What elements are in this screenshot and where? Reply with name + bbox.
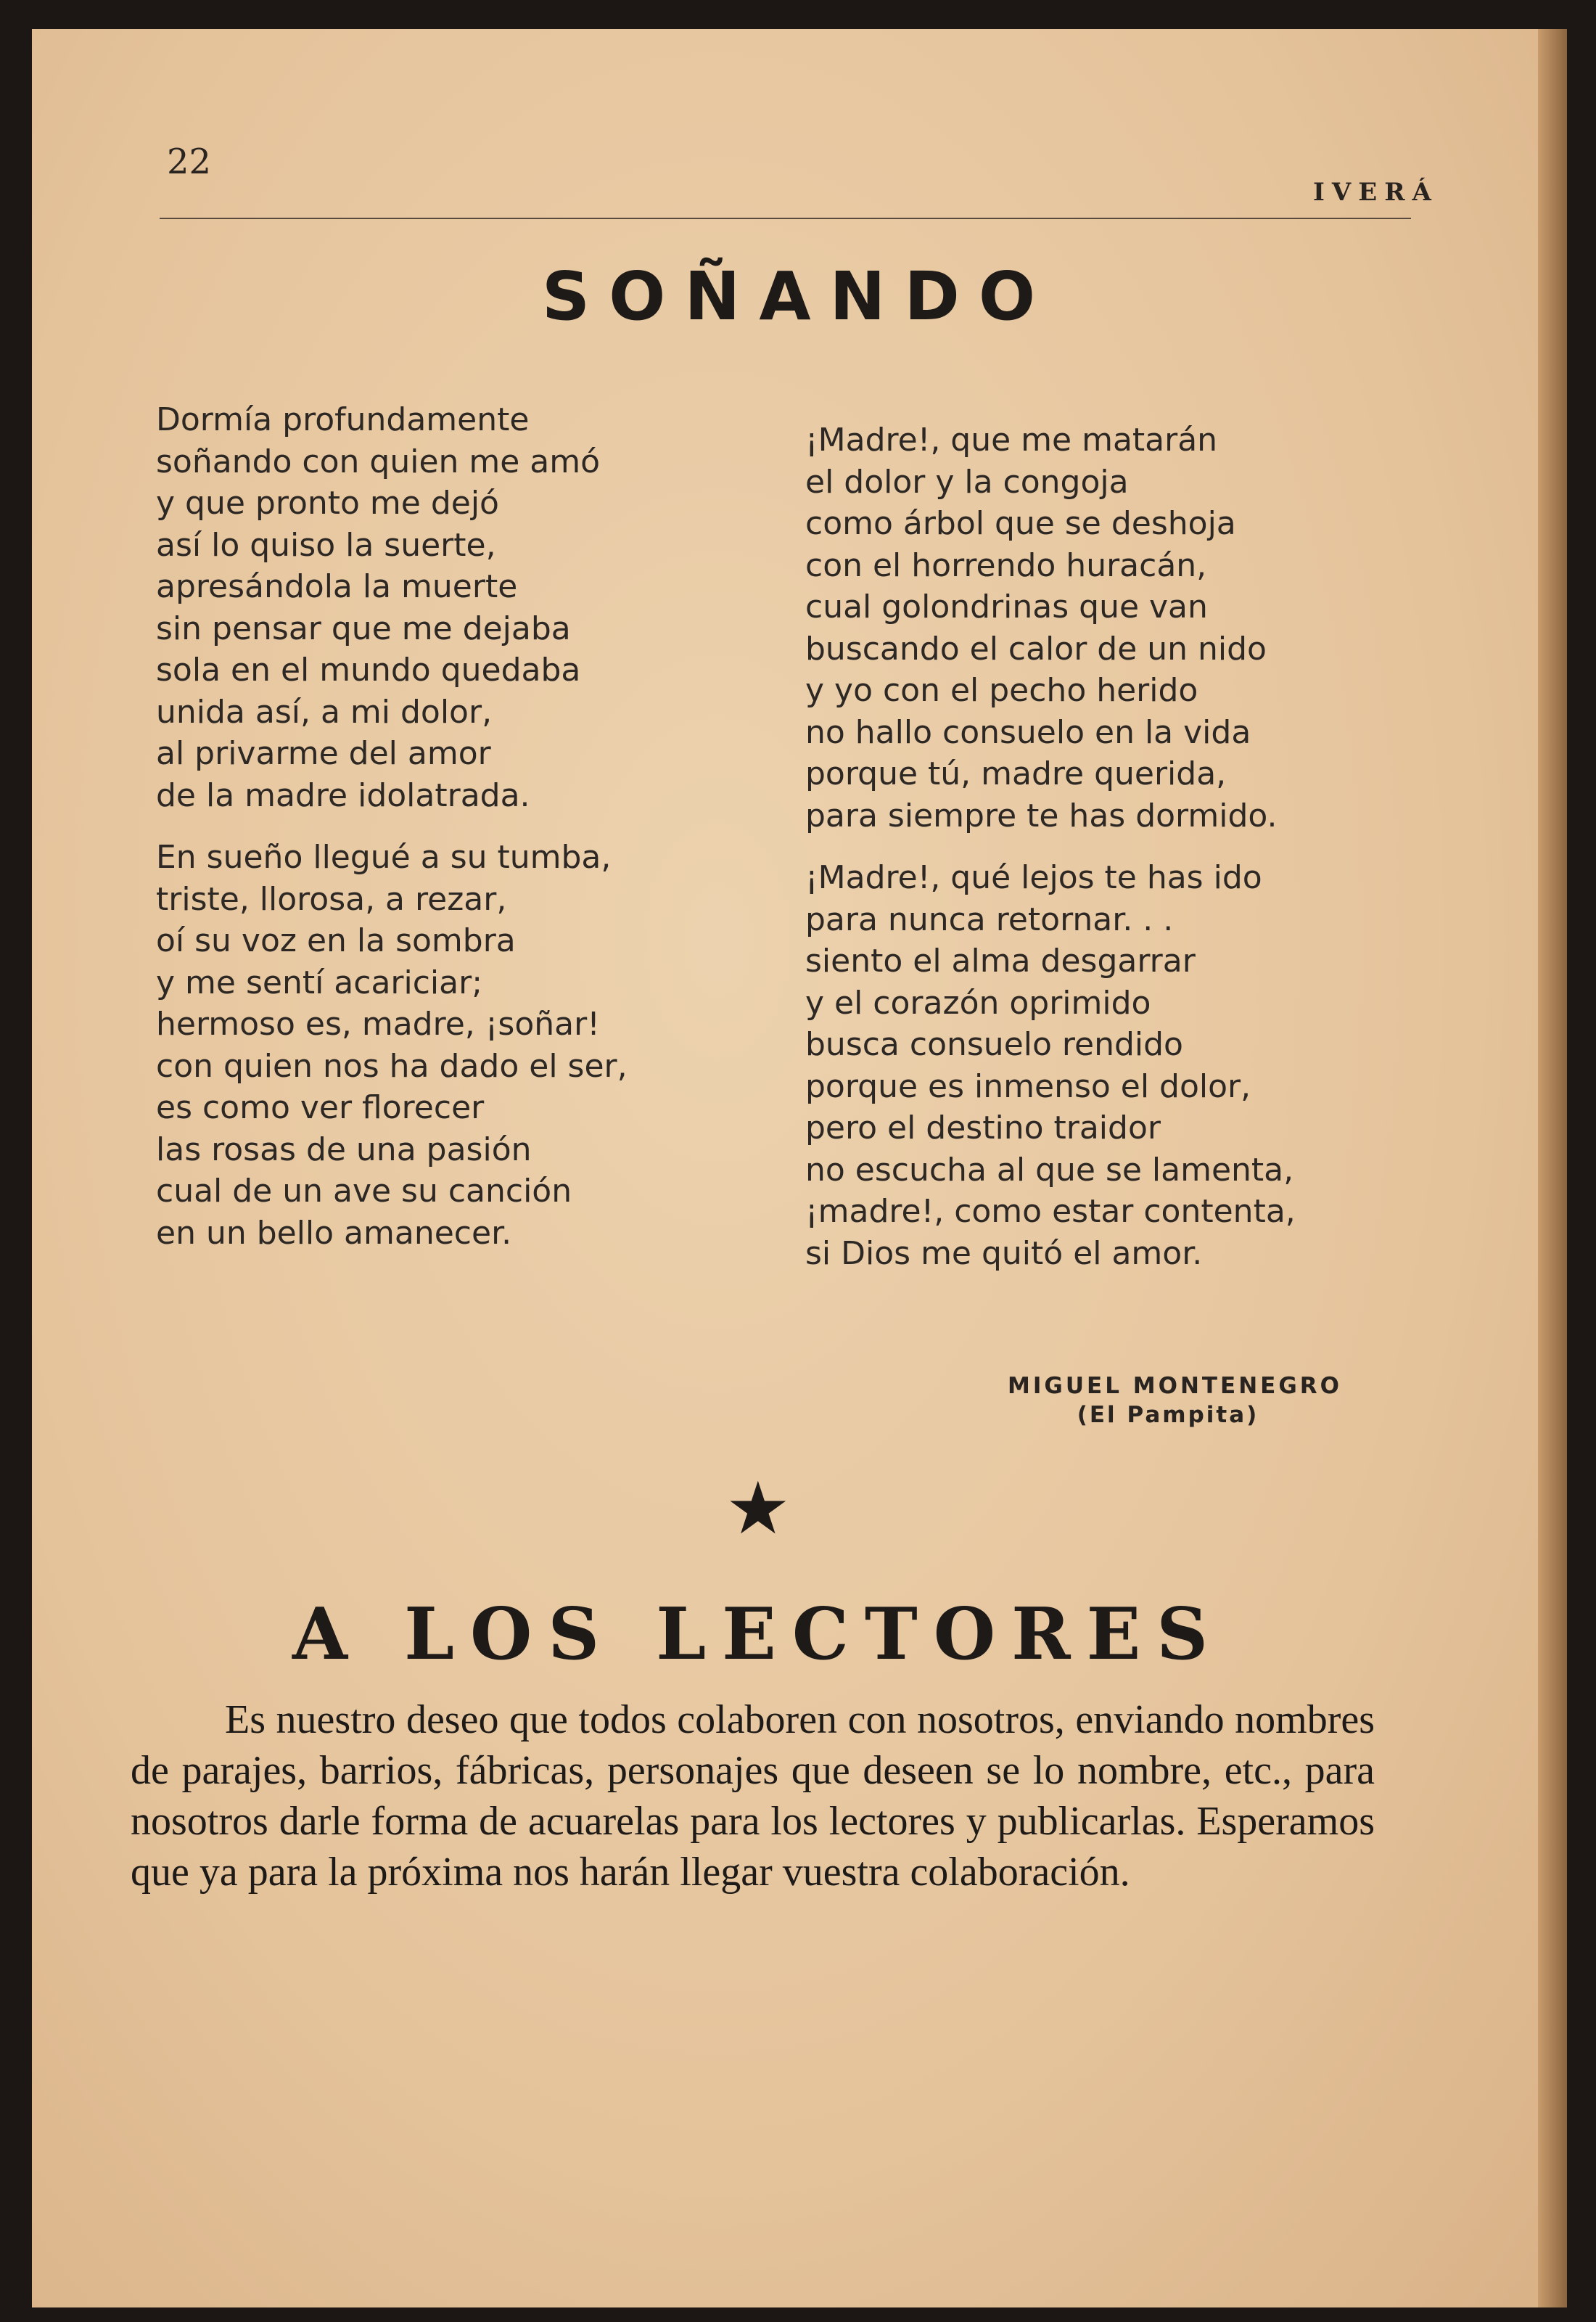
verse-line: es como ver florecer — [156, 1089, 485, 1126]
verse-line: y yo con el pecho herido — [805, 672, 1198, 709]
verse-line: de la madre idolatrada. — [156, 776, 530, 814]
stanza — [156, 837, 628, 1254]
verse-line: sin pensar que me dejaba — [156, 610, 571, 647]
verse-line: en un bello amanecer. — [156, 1214, 512, 1252]
verse-line: con el horrendo huracán, — [805, 546, 1207, 584]
verse-line: si Dios me quitó el amor. — [805, 1234, 1203, 1272]
poem-signature — [900, 1371, 1342, 1429]
verse-line: En sueño llegué a su tumba, — [156, 839, 612, 876]
verse-line: ¡madre!, como estar contenta, — [805, 1193, 1296, 1230]
stanza — [805, 857, 1296, 1274]
star-icon: ★ — [725, 1469, 791, 1549]
verse-line: y me sentí acariciar; — [156, 964, 483, 1001]
verse-line: busca consuelo rendido — [805, 1026, 1183, 1063]
verse-line: como árbol que se deshoja — [805, 505, 1236, 542]
author-name: MIGUEL MONTENEGRO — [1008, 1373, 1342, 1399]
notice-body: Es nuestro deseo que todos colaboren con nosotros, enviando nombres de parajes, barrios, fábricas, personajes que deseen se lo nombre, etc., para nosotros darle forma de acuarelas para los lectores y publicarlas. Esperamos que ya para la próxima nos harán llegar vuestra colaboración. — [131, 1697, 1375, 1895]
verse-line: el dolor y la congoja — [805, 463, 1129, 501]
verse-line: no hallo consuelo en la vida — [805, 713, 1251, 751]
stanza — [156, 399, 628, 816]
verse-line: para nunca retornar. . . — [805, 901, 1174, 938]
verse-line: y el corazón oprimido — [805, 984, 1151, 1022]
verse-line: Dormía profundamente — [156, 401, 530, 438]
verse-line: no escucha al que se lamenta, — [805, 1151, 1294, 1189]
verse-line: pero el destino traidor — [805, 1109, 1161, 1146]
verse-line: porque tú, madre querida, — [805, 755, 1227, 792]
verse-line: cual de un ave su canción — [156, 1173, 572, 1210]
poem-right-column — [805, 419, 1296, 1295]
verse-line: apresándola la muerte — [156, 568, 518, 605]
page-edge — [1538, 29, 1567, 2307]
poem-title: SOÑANDO — [541, 258, 1055, 335]
page-number: 22 — [167, 141, 212, 182]
verse-line: así lo quiso la suerte, — [156, 526, 496, 564]
verse-line: para siempre te has dormido. — [805, 797, 1278, 834]
magazine-name: IVERÁ — [1313, 178, 1439, 207]
verse-line: sola en el mundo quedaba — [156, 652, 581, 689]
author-alias: (El Pampita) — [1077, 1402, 1259, 1428]
verse-line: ¡Madre!, qué lejos te has ido — [805, 859, 1262, 896]
verse-line: con quien nos ha dado el ser, — [156, 1047, 628, 1085]
header-rule — [160, 218, 1411, 219]
stanza — [805, 419, 1296, 837]
verse-line: triste, llorosa, a rezar, — [156, 880, 507, 918]
verse-line: las rosas de una pasión — [156, 1131, 532, 1168]
verse-line: siento el alma desgarrar — [805, 943, 1196, 980]
verse-line: ¡Madre!, que me matarán — [805, 422, 1218, 459]
notice-title: A LOS LECTORES — [292, 1593, 1225, 1676]
verse-line: hermoso es, madre, ¡soñar! — [156, 1006, 600, 1043]
verse-line: buscando el calor de un nido — [805, 630, 1267, 668]
verse-line: unida así, a mi dolor, — [156, 693, 493, 731]
verse-line: porque es inmenso el dolor, — [805, 1067, 1251, 1105]
verse-line: oí su voz en la sombra — [156, 922, 516, 959]
verse-line: soñando con quien me amó — [156, 443, 601, 480]
verse-line: y que pronto me dejó — [156, 485, 499, 522]
poem-left-column — [156, 399, 628, 1274]
verse-line: cual golondrinas que van — [805, 588, 1208, 625]
verse-line: al privarme del amor — [156, 735, 491, 772]
